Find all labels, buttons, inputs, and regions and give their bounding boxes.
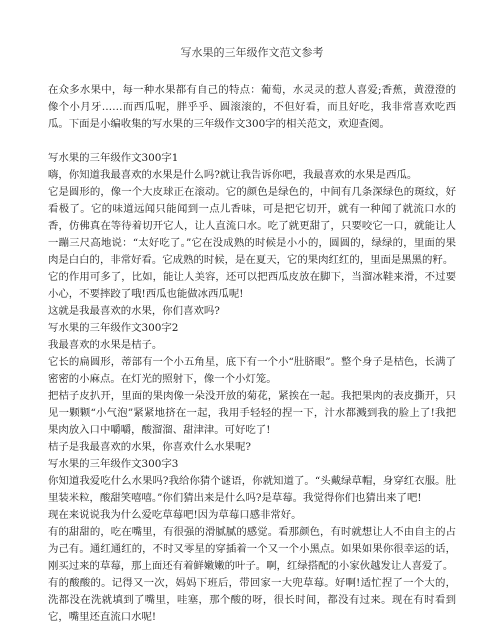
essay-2	[48, 320, 456, 456]
document-title: 写水果的三年级作文范文参考	[180, 46, 324, 59]
essay-paragraph: 嗨，你知道我最喜欢的水果是什么吗?就让我告诉你吧，我最喜欢的水果是西瓜。	[48, 169, 418, 181]
essay-paragraph: 我最喜欢的水果是桔子。	[48, 339, 163, 351]
essay-heading: 写水果的三年级作文300字1	[48, 152, 179, 164]
essay-1	[48, 150, 456, 320]
essay-heading: 写水果的三年级作文300字2	[48, 322, 179, 334]
essay-paragraph: 它的作用可多了，比如，能让人美容，还可以把西瓜皮放在脚下，当溜冰鞋来滑，不过要小心，不要摔跤了哦!西瓜也能做冰西瓜呢!	[48, 271, 456, 300]
essay-paragraph: 它是圆形的，像一个大皮球正在滚动。它的颜色是绿色的，中间有几条深绿色的斑纹，好看极了。它的味道远闻只能闻到一点儿香味，可是把它切开，就有一种闻了就流口水的香，仿佛真在等待着切开它人，让人直流口水。吃了就更甜了，只要咬它一口，就能让人一蹦三尺高地说：“太好吃了。”它在没成熟的时候是小小的，圆圆的，绿绿的，里面的果肉是白白的，非常好看。它成熟的时候，是在夏天，它的果肉红红的，里面是黑黑的籽。	[48, 186, 456, 266]
essay-paragraph: 桔子是我最喜欢的水果，你喜欢什么水果呢?	[48, 441, 251, 453]
intro-paragraph: 在众多水果中，每一种水果都有自己的特点：葡萄，水灵灵的惹人喜爱;香蕉，黄澄澄的像个小月牙……而西瓜呢，胖乎乎、圆滚滚的，不但好看，而且好吃，我非常喜欢吃西瓜。下面是小编收集的写水果的三年级作文300字的相关范文，欢迎查阅。	[48, 84, 456, 130]
essay-paragraph: 这就是我最喜欢的水果，你们喜欢吗?	[48, 305, 220, 317]
essay-paragraph: 现在来说说我为什么爱吃草莓吧!因为草莓口感非常好。	[48, 509, 302, 521]
essay-paragraph: 把桔子皮扒开，里面的果肉像一朵没开放的菊花，紧挨在一起。我把果肉的表皮撕开，只见一颗颗“小气泡”紧紧地挤在一起，我用手轻轻的捏一下，汁水都溅到我的脸上了!我把果肉放入口中嚼嚼，酸溜溜、甜津津。可好吃了!	[48, 390, 456, 436]
essay-3	[48, 456, 456, 626]
essay-paragraph: 你知道我爱吃什么水果吗?我给你猜个谜语，你就知道了。“头戴绿草帽，身穿红衣服。肚里装米粒，酸甜笑嘻嘻。”你们猜出来是什么吗?是草莓。我觉得你们也猜出来了吧!	[48, 475, 456, 504]
essay-heading: 写水果的三年级作文300字3	[48, 458, 179, 470]
essay-paragraph: 有的酸酸的。记得又一次，妈妈下班后，带回家一大兜草莓。好啊!适忙捏了一个大的，洗都没在洗就填到了嘴里，哇塞，那个酸的呀，很长时间，都没有过来。现在有时看到它，嘴里还直流口水呢!	[48, 577, 456, 623]
essay-paragraph: 它长的扁圆形，蒂部有一个小五角星，底下有一个小“肚脐眼”。整个身子是桔色，长满了密密的小麻点。在灯光的照射下，像一个小灯笼。	[48, 356, 456, 385]
essay-paragraph: 有的甜甜的，吃在嘴里，有很强的滑腻腻的感觉。看那颜色，有时就想让人不由自主的占为己有。通红通红的，不时又零星的穿插着一个又一个小黑点。如果如果你很幸运的话，刚买过来的草莓，那上面还有着鲜嫩嫩的叶子。啊，红绿搭配的小家伙越发让人喜爱了。	[48, 526, 456, 572]
